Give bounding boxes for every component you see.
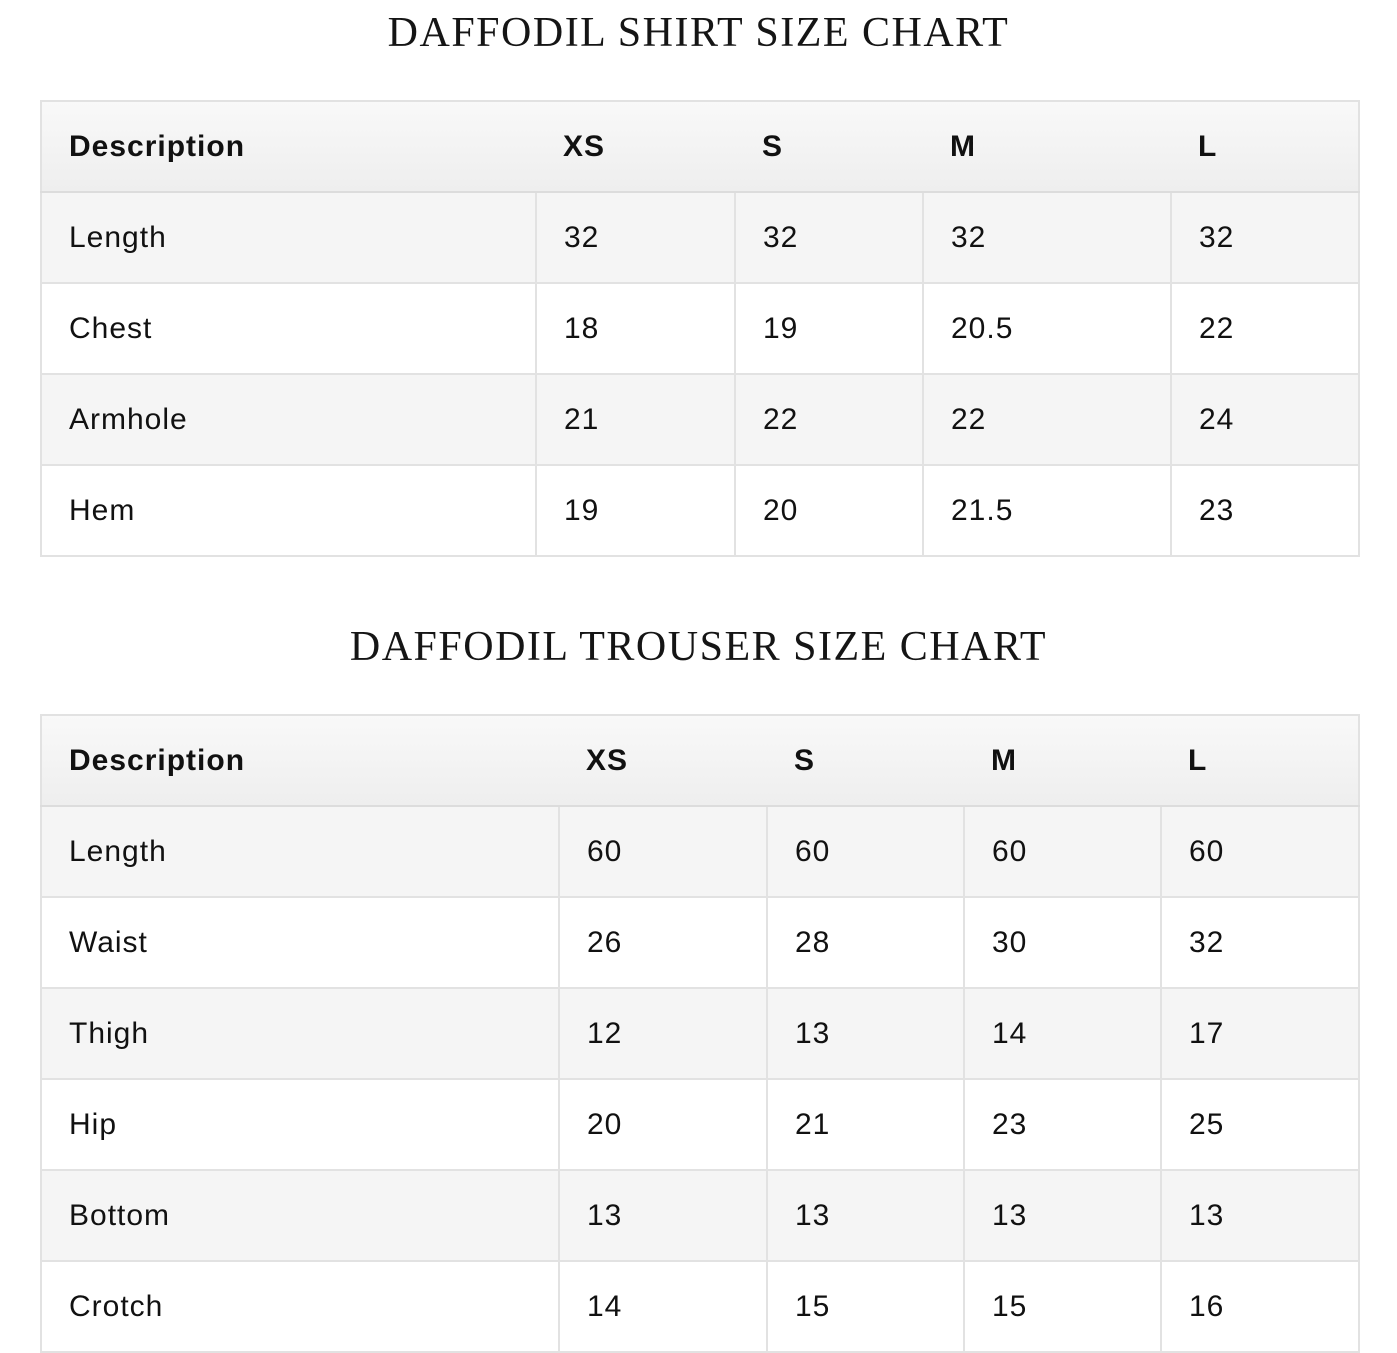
table-cell: 32	[735, 192, 923, 283]
column-header-xs: XS	[559, 715, 767, 806]
table-cell: 24	[1171, 374, 1359, 465]
table-row	[41, 374, 1359, 465]
row-label: Hem	[41, 465, 536, 556]
column-header-m: M	[923, 101, 1171, 192]
table-row	[41, 283, 1359, 374]
table-row	[41, 192, 1359, 283]
table-cell: 22	[735, 374, 923, 465]
row-label: Hip	[41, 1079, 559, 1170]
shirt-size-table	[40, 100, 1360, 557]
row-label: Thigh	[41, 988, 559, 1079]
table-cell: 32	[1161, 897, 1359, 988]
table-cell: 14	[964, 988, 1161, 1079]
table-cell: 16	[1161, 1261, 1359, 1352]
table-cell: 13	[964, 1170, 1161, 1261]
table-cell: 32	[1171, 192, 1359, 283]
table-row	[41, 1170, 1359, 1261]
table-cell: 20	[735, 465, 923, 556]
row-label: Length	[41, 806, 559, 897]
row-label: Armhole	[41, 374, 536, 465]
table-cell: 12	[559, 988, 767, 1079]
shirt-size-chart-title: DAFFODIL SHIRT SIZE CHART	[387, 10, 1010, 56]
table-row	[41, 897, 1359, 988]
table-cell: 13	[767, 1170, 964, 1261]
row-label: Waist	[41, 897, 559, 988]
table-cell: 26	[559, 897, 767, 988]
table-cell: 13	[767, 988, 964, 1079]
table-cell: 60	[964, 806, 1161, 897]
table-cell: 20.5	[923, 283, 1171, 374]
column-header-m: M	[964, 715, 1161, 806]
row-label: Length	[41, 192, 536, 283]
row-label: Bottom	[41, 1170, 559, 1261]
table-cell: 19	[536, 465, 735, 556]
table-row	[41, 465, 1359, 556]
table-cell: 21	[767, 1079, 964, 1170]
table-cell: 32	[536, 192, 735, 283]
table-cell: 13	[1161, 1170, 1359, 1261]
table-cell: 17	[1161, 988, 1359, 1079]
column-header-description: Description	[41, 715, 559, 806]
column-header-l: L	[1161, 715, 1359, 806]
table-cell: 21.5	[923, 465, 1171, 556]
table-cell: 30	[964, 897, 1161, 988]
table-cell: 60	[767, 806, 964, 897]
table-cell: 32	[923, 192, 1171, 283]
column-header-s: S	[735, 101, 923, 192]
row-label: Chest	[41, 283, 536, 374]
table-cell: 15	[767, 1261, 964, 1352]
table-cell: 14	[559, 1261, 767, 1352]
column-header-l: L	[1171, 101, 1359, 192]
column-header-xs: XS	[536, 101, 735, 192]
column-header-description: Description	[41, 101, 536, 192]
table-cell: 21	[536, 374, 735, 465]
row-label: Crotch	[41, 1261, 559, 1352]
table-cell: 19	[735, 283, 923, 374]
table-cell: 23	[964, 1079, 1161, 1170]
table-cell: 60	[1161, 806, 1359, 897]
trouser-size-chart-title: DAFFODIL TROUSER SIZE CHART	[349, 624, 1048, 670]
trouser-size-table	[40, 714, 1360, 1353]
table-cell: 28	[767, 897, 964, 988]
table-header-row	[41, 101, 1359, 192]
table-header-row	[41, 715, 1359, 806]
table-cell: 15	[964, 1261, 1161, 1352]
table-cell: 20	[559, 1079, 767, 1170]
table-row	[41, 1079, 1359, 1170]
table-row	[41, 1261, 1359, 1352]
table-cell: 22	[1171, 283, 1359, 374]
table-cell: 22	[923, 374, 1171, 465]
table-cell: 13	[559, 1170, 767, 1261]
table-row	[41, 988, 1359, 1079]
table-row	[41, 806, 1359, 897]
table-cell: 23	[1171, 465, 1359, 556]
column-header-s: S	[767, 715, 964, 806]
table-cell: 18	[536, 283, 735, 374]
table-cell: 25	[1161, 1079, 1359, 1170]
table-cell: 60	[559, 806, 767, 897]
